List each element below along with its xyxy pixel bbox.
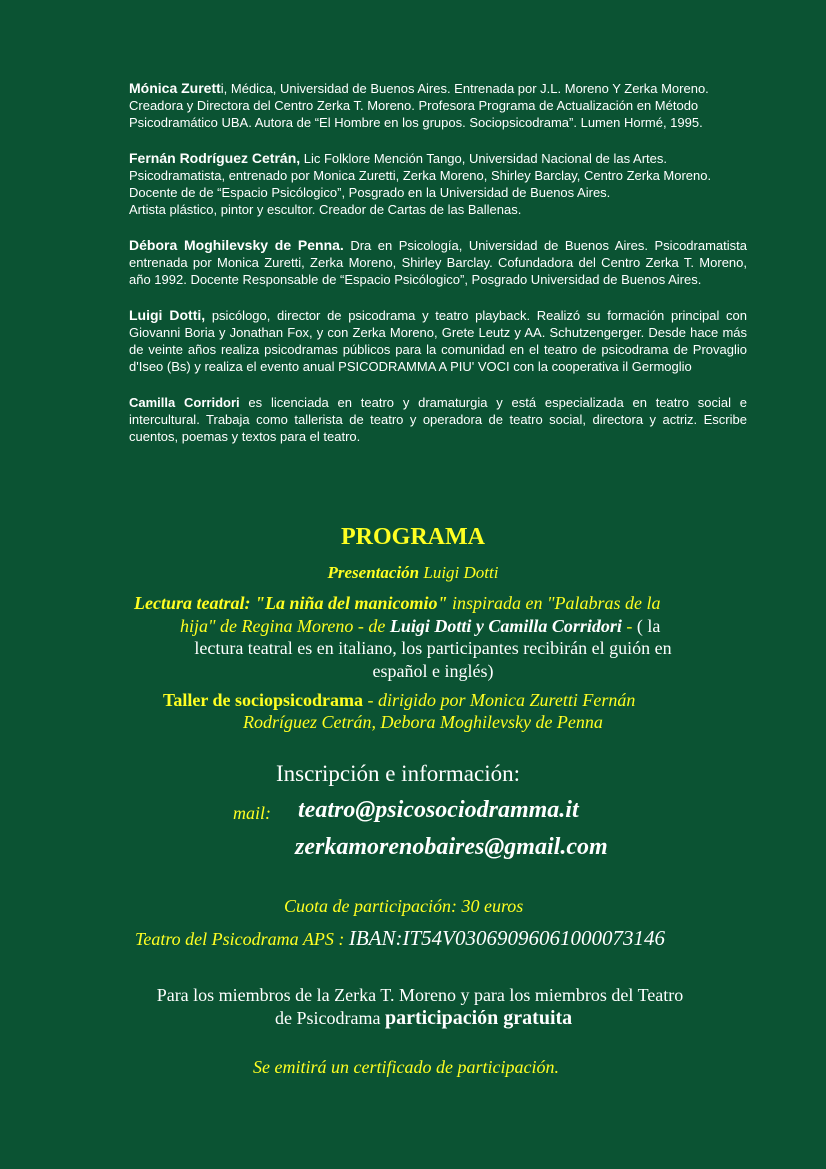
inscripcion-heading: Inscripción e información: [276, 761, 520, 786]
bio-fernan-rodriguez [129, 150, 747, 218]
bio-text: Artista plástico, pintor y escultor. Creador de Cartas de las Ballenas. [129, 202, 522, 217]
lectura-note: ( la [636, 616, 661, 636]
lectura-desc: inspirada en "Palabras de la [447, 593, 661, 613]
cuota-text: Cuota de participación: 30 euros [284, 896, 524, 916]
miembros-line-1: Para los miembros de la Zerka T. Moreno y para los miembros del Teatro [156, 985, 684, 1005]
bio-name-tail: i [220, 81, 224, 96]
miembros-text: de Psicodrama [275, 1008, 385, 1028]
lectura-desc: hija" de Regina Moreno - de [180, 616, 390, 636]
lectura-note-line: lectura teatral es en italiano, los participantes recibirán el guión en [194, 638, 672, 658]
taller-desc: - dirigido por Monica Zuretti Fernán [363, 690, 636, 710]
bio-text: , Médica, Universidad de Buenos Aires. Entrenada por J.L. Moreno Y Zerka Moreno. Creadora y Directora del Centro Zerka T. Moreno. Profesora Programa de Actualización en Método Psicodramático UBA. Autora de “El Hombre en los grupos. Sociopsicodrama”. Lumen Hormé, 1995. [129, 81, 709, 130]
bio-name: Luigi Dotti, [129, 307, 206, 323]
bios-section [129, 80, 747, 464]
lectura-note-line: español e inglés) [372, 661, 494, 681]
miembros-line-2 [275, 1007, 572, 1030]
bio-debora-moghilevsky [129, 237, 747, 288]
lectura-authors: Luigi Dotti y Camilla Corridori [389, 616, 622, 636]
bio-text: Docente de de “Espacio Psicólogico”, Posgrado en la Universidad de Buenos Aires. [129, 185, 611, 200]
presentacion-name: Luigi Dotti [419, 563, 499, 582]
iban-line [135, 926, 665, 951]
taller-label: Taller de sociopsicodrama [163, 690, 364, 710]
presentacion-label: Presentación [327, 563, 420, 582]
email-link-teatro[interactable]: teatro@psicosociodramma.it [298, 797, 579, 823]
bio-name: Fernán Rodríguez Cetrán, [129, 150, 301, 166]
lectura-line-1 [134, 593, 661, 614]
bio-camilla-corridori [129, 394, 747, 445]
bio-text: psicólogo, director de psicodrama y teatro playback. Realizó su formación principal con Giovanni Boria y Jonathan Fox, y con Zerka Moreno, Grete Leutz y AA. Schutzengerger. Desde hace más de veinte años realiza psicodramas públicos para la comunidad en el teatro de psicodrama de Provaglio d'Iseo (Bs) y realiza el evento anual PSICODRAMMA A PIU' VOCI con la cooperativa il Germoglio [129, 308, 747, 374]
lectura-line-2 [180, 616, 660, 637]
bio-monica-zuretti [129, 80, 747, 131]
bio-text: Lic Folklore Mención Tango, Universidad Nacional de las Artes. Psicodramatista, entrenado por Monica Zuretti, Zerka Moreno, Shirley Barclay, Centro Zerka Moreno. [129, 151, 712, 183]
lectura-dash: - [621, 616, 637, 636]
bio-luigi-dotti [129, 307, 747, 375]
bio-text: es licenciada en teatro y dramaturgia y está especializada en teatro social e intercultural. Trabaja como tallerista de teatro y operadora de teatro social, directora y actriz. Escribe cuentos, poemas y textos para el teatro. [129, 395, 747, 444]
iban-label: Teatro del Psicodrama APS : [135, 929, 349, 949]
taller-line-1 [163, 690, 635, 711]
lectura-label: Lectura teatral: "La niña del manicomio" [134, 593, 448, 613]
programa-heading: PROGRAMA [341, 524, 485, 550]
taller-line-2: Rodríguez Cetrán, Debora Moghilevsky de Penna [243, 712, 603, 732]
iban-value: IBAN:IT54V03069096061000073146 [348, 926, 665, 950]
bio-name: Camilla Corridori [129, 395, 240, 410]
participacion-gratuita: participación gratuita [384, 1007, 573, 1029]
email-link-zerka[interactable]: zerkamorenobaires@gmail.com [295, 834, 608, 860]
bio-name: Débora Moghilevsky de Penna. [129, 237, 344, 253]
bio-name: Mónica Zurett [129, 80, 221, 96]
bio-text: Dra en Psicología, Universidad de Buenos Aires. Psicodramatista entrenada por Monica Zuretti, Zerka Moreno, Shirley Barclay. Cofundadora del Centro Zerka T. Moreno, año 1992. Docente Responsable de “Espacio Psicólogico”, Posgrado Universidad de Buenos Aires. [129, 238, 747, 287]
presentacion-line [0, 563, 826, 583]
mail-label: mail: [233, 803, 271, 823]
certificado-note: Se emitirá un certificado de participación. [253, 1057, 559, 1077]
